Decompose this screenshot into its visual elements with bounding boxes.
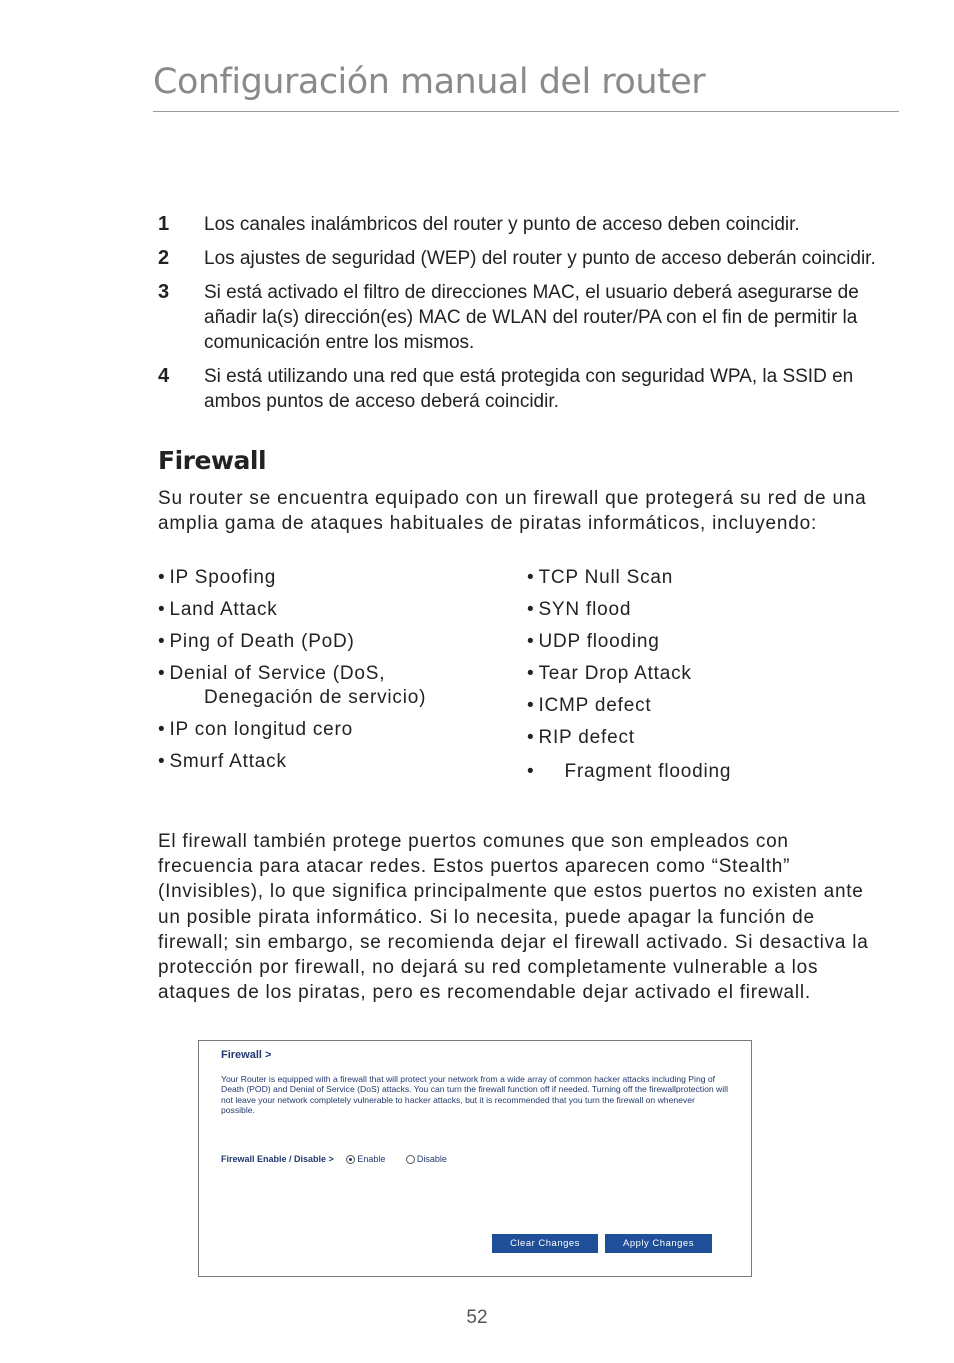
attack-item: • SYN flood <box>527 599 632 620</box>
attack-item: • TCP Null Scan <box>527 567 674 588</box>
step-text: Los ajustes de seguridad (WEP) del router y punto de acceso deberán coincidir. <box>204 248 876 269</box>
step-text: Si está activado el filtro de direcciones MAC, el usuario deberá asegurarse de añadir la(s) dirección(es) MAC de WLAN del router/PA con el fin de permitir la comunicación entre los mismos. <box>204 282 859 353</box>
step-text: Los canales inalámbricos del router y punto de acceso deben coincidir. <box>204 214 800 235</box>
enable-radio[interactable] <box>346 1155 355 1164</box>
apply-changes-button[interactable]: Apply Changes <box>605 1234 712 1253</box>
disable-option[interactable]: Disable <box>406 1154 447 1164</box>
screenshot-title: Firewall > <box>221 1049 272 1061</box>
step-item <box>158 364 878 414</box>
attack-item: • Ping of Death (PoD) <box>158 631 355 652</box>
firewall-toggle-label: Firewall Enable / Disable > <box>221 1154 334 1164</box>
attack-item-continuation: Denegación de servicio) <box>204 687 427 708</box>
screenshot-description: Your Router is equipped with a firewall that will protect your network from a wide array of common hacker attacks including Ping of Death (POD) and Denial of Service (DoS) attacks. You can turn the firewall function off if needed. Turning off the firewallprotection will not leave your network completely vulnerable to hacker attacks, but it is recommended that you turn the firewall on whenever possible. <box>221 1074 728 1116</box>
page-number: 52 <box>466 1307 488 1328</box>
firewall-screenshot <box>198 1040 752 1277</box>
attack-item: • UDP flooding <box>527 631 660 652</box>
enable-option[interactable]: Enable <box>346 1154 385 1164</box>
step-number: 3 <box>158 281 170 303</box>
step-item <box>158 246 878 271</box>
firewall-toggle-row <box>221 1154 447 1164</box>
step-item <box>158 212 878 237</box>
attack-item: • Fragment flooding <box>527 761 732 782</box>
attack-item: • IP con longitud cero <box>158 719 354 740</box>
attack-item: • ICMP defect <box>527 695 652 716</box>
steps-list <box>158 212 878 423</box>
firewall-intro: Su router se encuentra equipado con un firewall que protegerá su red de una amplia gama de ataques habituales de piratas informáticos, incluyendo: <box>158 488 867 534</box>
attack-list-right <box>527 566 867 792</box>
clear-changes-button[interactable]: Clear Changes <box>492 1234 598 1253</box>
attack-item: • Tear Drop Attack <box>527 663 692 684</box>
title-divider <box>153 111 899 112</box>
step-number: 1 <box>158 213 170 235</box>
step-text: Si está utilizando una red que está protegida con seguridad WPA, la SSID en ambos puntos de acceso deberá coincidir. <box>204 366 854 412</box>
attack-item: • RIP defect <box>527 727 635 748</box>
firewall-heading: Firewall <box>158 446 267 475</box>
disable-radio[interactable] <box>406 1155 415 1164</box>
attack-item: • Land Attack <box>158 599 278 620</box>
page-title: Configuración manual del router <box>153 62 706 102</box>
attack-item: • Denial of Service (DoS, Denegación de servicio) <box>158 662 518 710</box>
firewall-body: El firewall también protege puertos comunes que son empleados con frecuencia para atacar redes. Estos puertos aparecen como “Stealth” (Invisibles), lo que significa principalmente que estos puertos no existen ante un posible pirata informático. Si lo necesita, puede apagar la función de firewall; sin embargo, se recomienda dejar el firewall activado. Si desactiva la protección por firewall, no dejará su red completamente vulnerable a los ataques de los piratas, pero es recomendable dejar activado el firewall. <box>158 831 869 1004</box>
step-number: 4 <box>158 365 170 387</box>
attack-item: • IP Spoofing <box>158 567 277 588</box>
step-number: 2 <box>158 247 170 269</box>
step-item <box>158 280 878 355</box>
attack-list-left <box>158 566 518 782</box>
attack-item: • Smurf Attack <box>158 751 287 772</box>
